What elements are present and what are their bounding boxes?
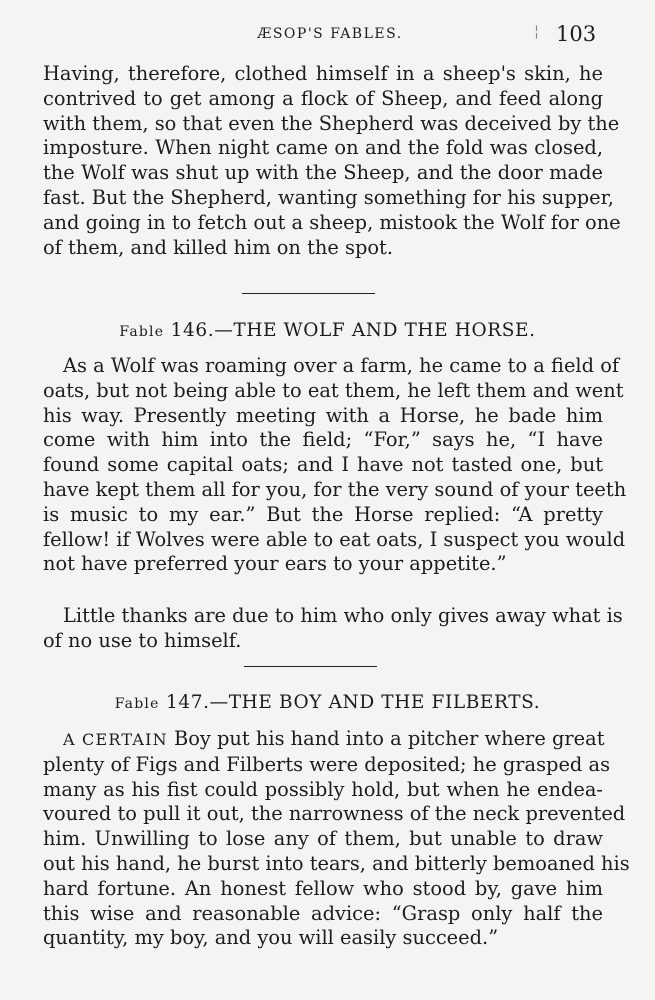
section-divider (242, 293, 375, 294)
fable-label: Fable (114, 696, 160, 712)
fable-146-title (0, 320, 655, 341)
page-number: 103 (556, 22, 597, 46)
fable-title-text: 146.—THE WOLF AND THE HORSE. (164, 320, 536, 341)
text-line: many as his fist could possibly hold, but when he endea- (43, 777, 603, 801)
text-line: the Wolf was shut up with the Sheep, and the door made (43, 161, 603, 185)
text-line: with them, so that even the Shepherd was deceived by the (43, 111, 620, 135)
text-line (43, 727, 603, 753)
text-line: voured to pull it out, the narrowness of the neck prevented (43, 802, 626, 826)
text-line: out his hand, he burst into tears, and bitterly bemoaned his (43, 851, 630, 875)
text-line: fellow! if Wolves were able to eat oats, I suspect you would (43, 527, 626, 551)
page-header (0, 22, 655, 50)
margin-mark: ¦ (534, 22, 540, 40)
intro-paragraph (43, 62, 621, 260)
text-line: have kept them all for you, for the very sound of your teeth (43, 477, 627, 501)
text-line: Little thanks are due to him who only gives away what is (63, 604, 623, 627)
section-divider (244, 666, 377, 667)
opening-small-caps: A CERTAIN (63, 730, 168, 749)
text-line: not have preferred your ears to your appetite.” (43, 552, 507, 576)
text-line: and going in to fetch out a sheep, mistook the Wolf for one (43, 210, 621, 234)
text-line: imposture. When night came on and the fold was closed, (43, 136, 603, 160)
text-line: contrived to get among a flock of Sheep, and feed along (43, 86, 603, 110)
fable-146-story (43, 354, 627, 577)
fable-147-title (0, 692, 655, 713)
text-line: this wise and reasonable advice: “Grasp only half the (43, 901, 603, 925)
text-line: found some capital oats; and I have not tasted one, but (43, 453, 603, 477)
fable-147-story (43, 727, 630, 951)
text-line: fast. But the Shepherd, wanting something for his supper, (43, 185, 614, 209)
text-line: of no use to himself. (43, 628, 242, 652)
fable-146-moral (43, 604, 623, 654)
text-line: of them, and killed him on the spot. (43, 235, 393, 259)
running-title: ÆSOP'S FABLES. (257, 26, 403, 42)
text-line: Having, therefore, clothed himself in a sheep's skin, he (43, 62, 603, 85)
text-line: quantity, my boy, and you will easily succeed.” (43, 926, 499, 950)
text-line: come with him into the field; “For,” says he, “I have (43, 428, 603, 452)
first-line-rest: Boy put his hand into a pitcher where great (167, 727, 605, 750)
text-line: him. Unwilling to lose any of them, but unable to draw (43, 827, 603, 851)
text-line: is music to my ear.” But the Horse replied: “A pretty (43, 502, 603, 526)
text-line: his way. Presently meeting with a Horse, he bade him (43, 403, 603, 427)
text-line: plenty of Figs and Filberts were deposited; he grasped as (43, 752, 611, 776)
fable-title-text: 147.—THE BOY AND THE FILBERTS. (159, 692, 541, 713)
text-line: oats, but not being able to eat them, he left them and went (43, 378, 624, 402)
text-line: hard fortune. An honest fellow who stood by, gave him (43, 876, 603, 900)
text-line: As a Wolf was roaming over a farm, he came to a field of (63, 354, 620, 377)
fable-label: Fable (119, 324, 165, 340)
